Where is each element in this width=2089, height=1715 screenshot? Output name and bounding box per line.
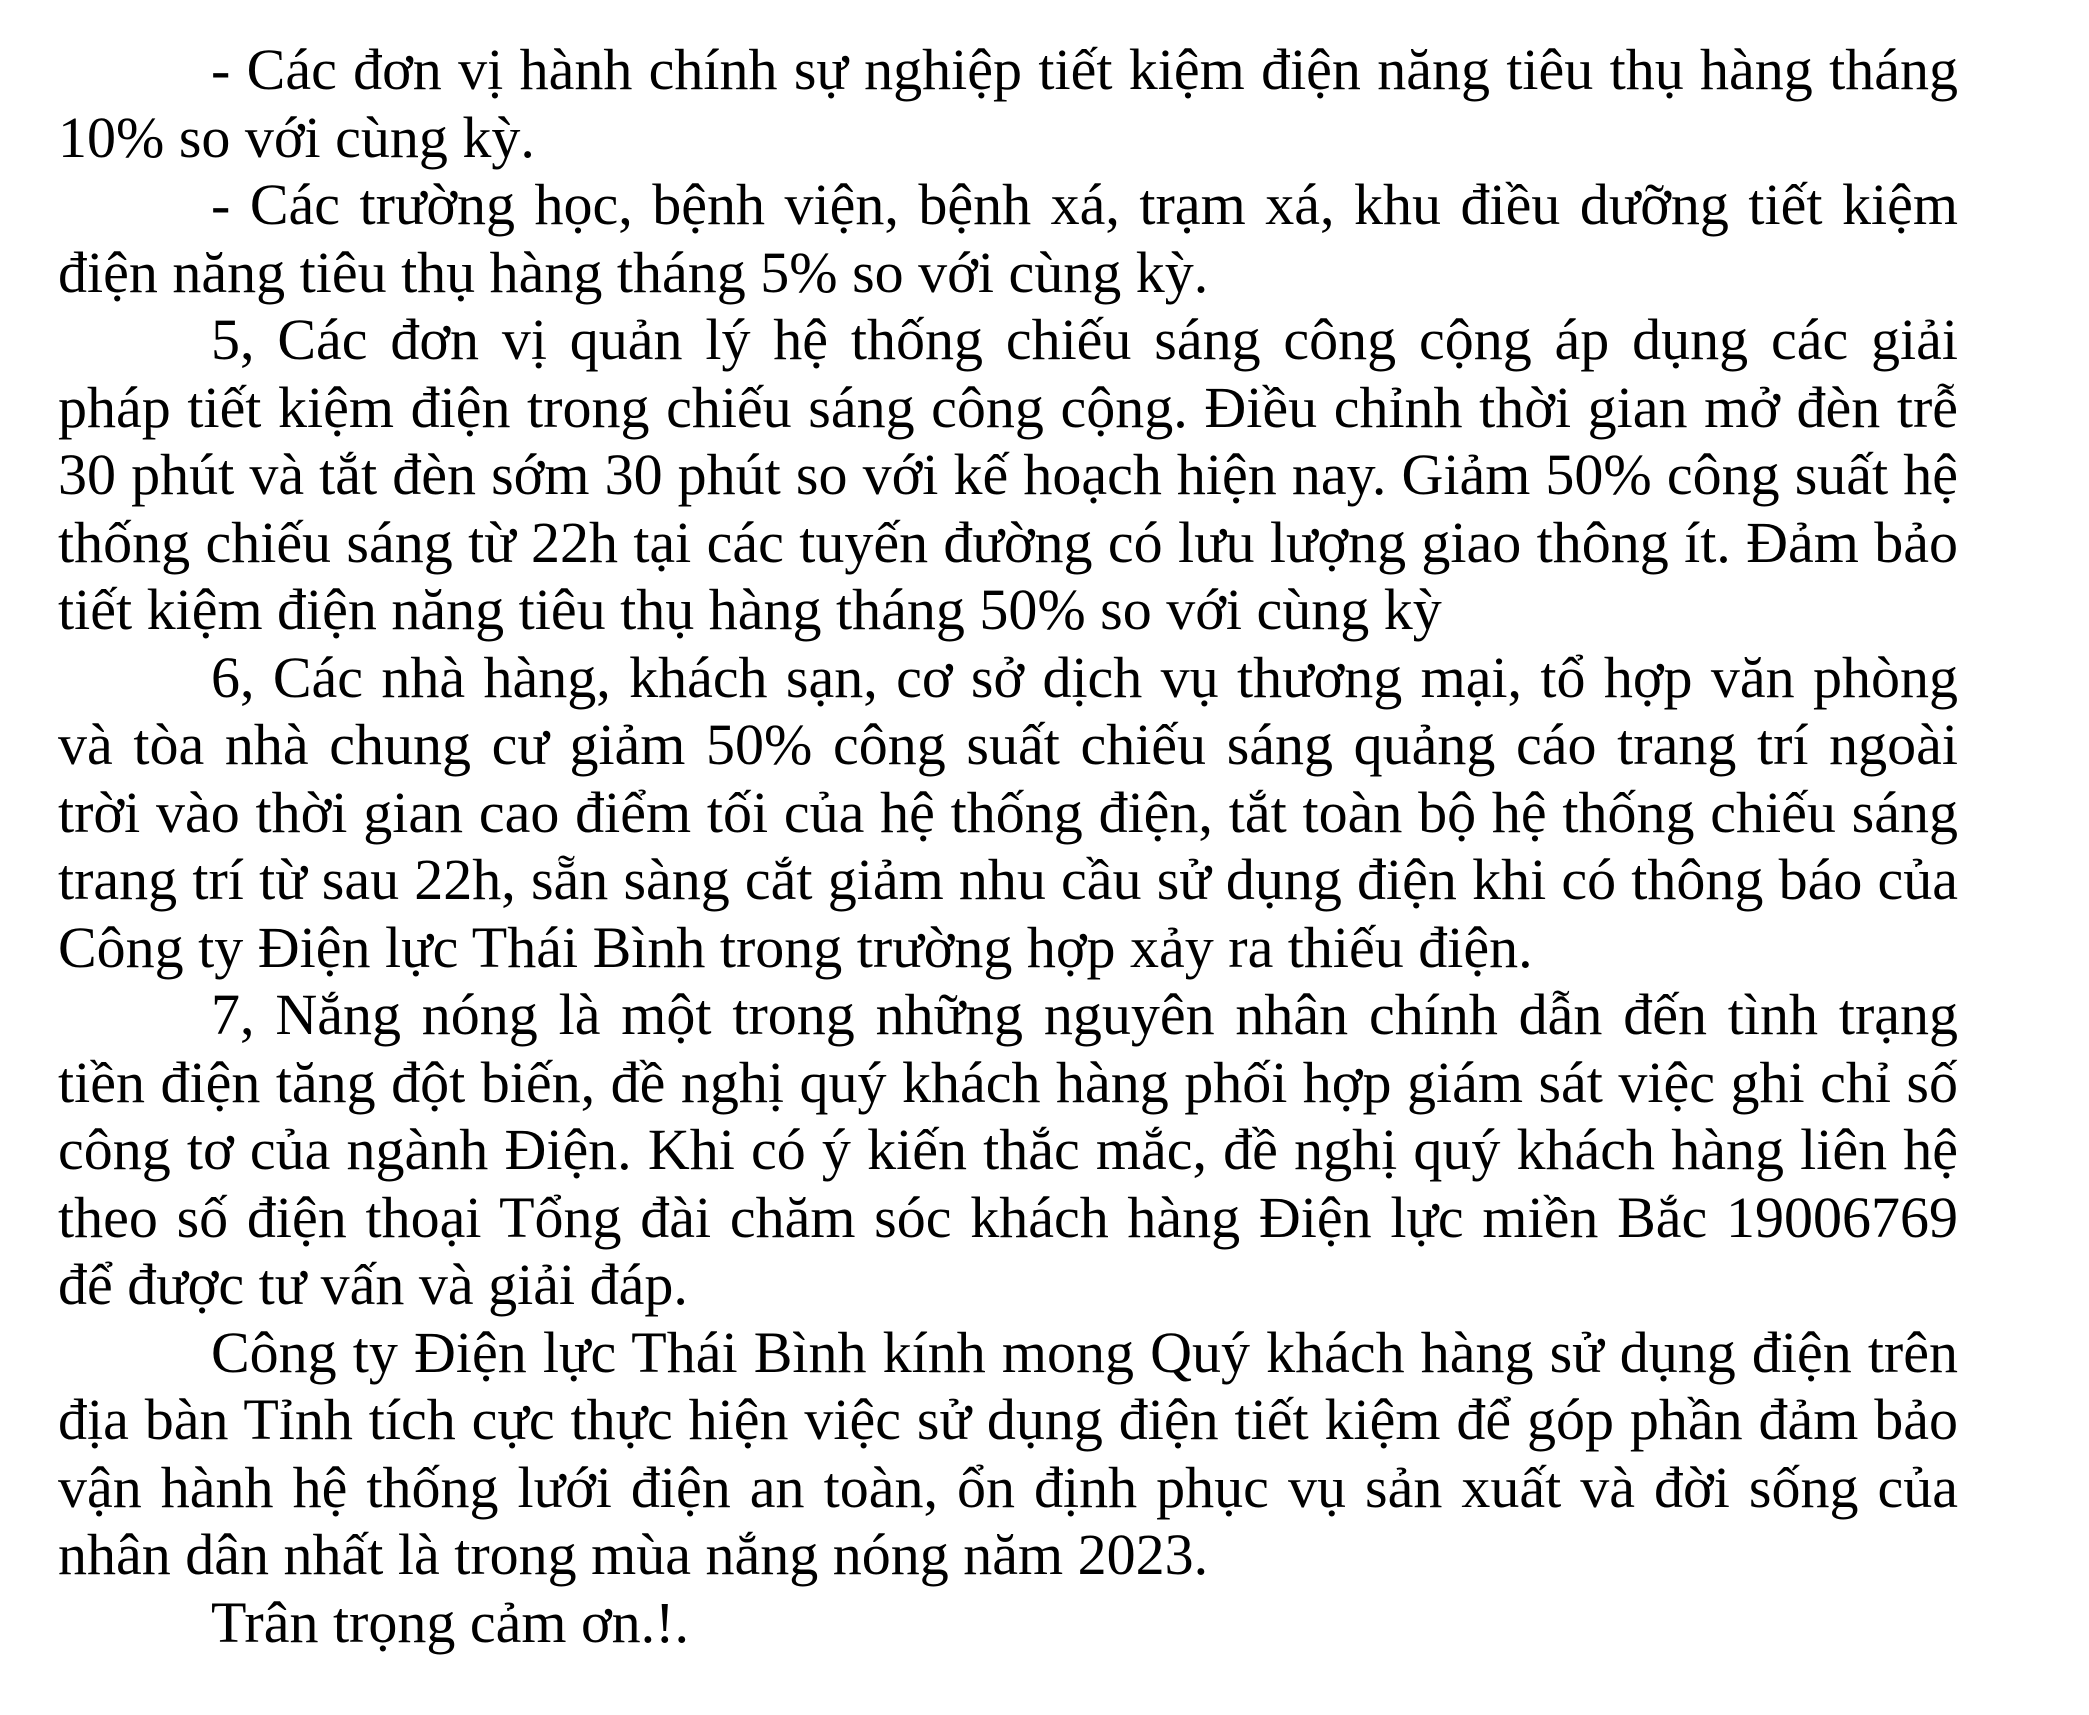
paragraph-item-6-commercial-lighting: 6, Các nhà hàng, khách sạn, cơ sở dịch vụ thương mại, tổ hợp văn phòng và tòa nhà chung cư giảm 50% công suất chiếu sáng quảng cáo trang trí ngoài trời vào thời gian cao điểm tối của hệ thống điện, tắt toàn bộ hệ thống chiếu sáng trang trí từ sau 22h, sẵn sàng cắt giảm nhu cầu sử dụng điện khi có thông báo của Công ty Điện lực Thái Bình trong trường hợp xảy ra thiếu điện. bbox=[58, 644, 1958, 980]
paragraph-administrative-units: - Các đơn vị hành chính sự nghiệp tiết kiệm điện năng tiêu thụ hàng tháng 10% so với cùng kỳ. bbox=[58, 37, 1958, 170]
paragraph-item-5-public-lighting: 5, Các đơn vị quản lý hệ thống chiếu sáng công cộng áp dụng các giải pháp tiết kiệm điện trong chiếu sáng công cộng. Điều chỉnh thời gian mở đèn trễ 30 phút và tắt đèn sớm 30 phút so với kế hoạch hiện nay. Giảm 50% công suất hệ thống chiếu sáng từ 22h tại các tuyến đường có lưu lượng giao thông ít. Đảm bảo tiết kiệm điện năng tiêu thụ hàng tháng 50% so với cùng kỳ bbox=[58, 307, 1958, 642]
paragraph-item-7-hot-weather: 7, Nắng nóng là một trong những nguyên nhân chính dẫn đến tình trạng tiền điện tăng đột biến, đề nghị quý khách hàng phối hợp giám sát việc ghi chỉ số công tơ của ngành Điện. Khi có ý kiến thắc mắc, đề nghị quý khách hàng liên hệ theo số điện thoại Tổng đài chăm sóc khách hàng Điện lực miền Bắc 19006769 để được tư vấn và giải đáp. bbox=[58, 982, 1958, 1317]
document-body bbox=[58, 36, 1958, 1656]
paragraph-closing: Trân trọng cảm ơn.!. bbox=[211, 1589, 689, 1655]
paragraph-company-request: Công ty Điện lực Thái Bình kính mong Quý khách hàng sử dụng điện trên địa bàn Tỉnh tích cực thực hiện việc sử dụng điện tiết kiệm để góp phần đảm bảo vận hành hệ thống lưới điện an toàn, ổn định phục vụ sản xuất và đời sống của nhân dân nhất là trong mùa nắng nóng năm 2023. bbox=[58, 1319, 1958, 1587]
paragraph-schools-hospitals: - Các trường học, bệnh viện, bệnh xá, trạm xá, khu điều dưỡng tiết kiệm điện năng tiêu thụ hàng tháng 5% so với cùng kỳ. bbox=[58, 172, 1958, 305]
